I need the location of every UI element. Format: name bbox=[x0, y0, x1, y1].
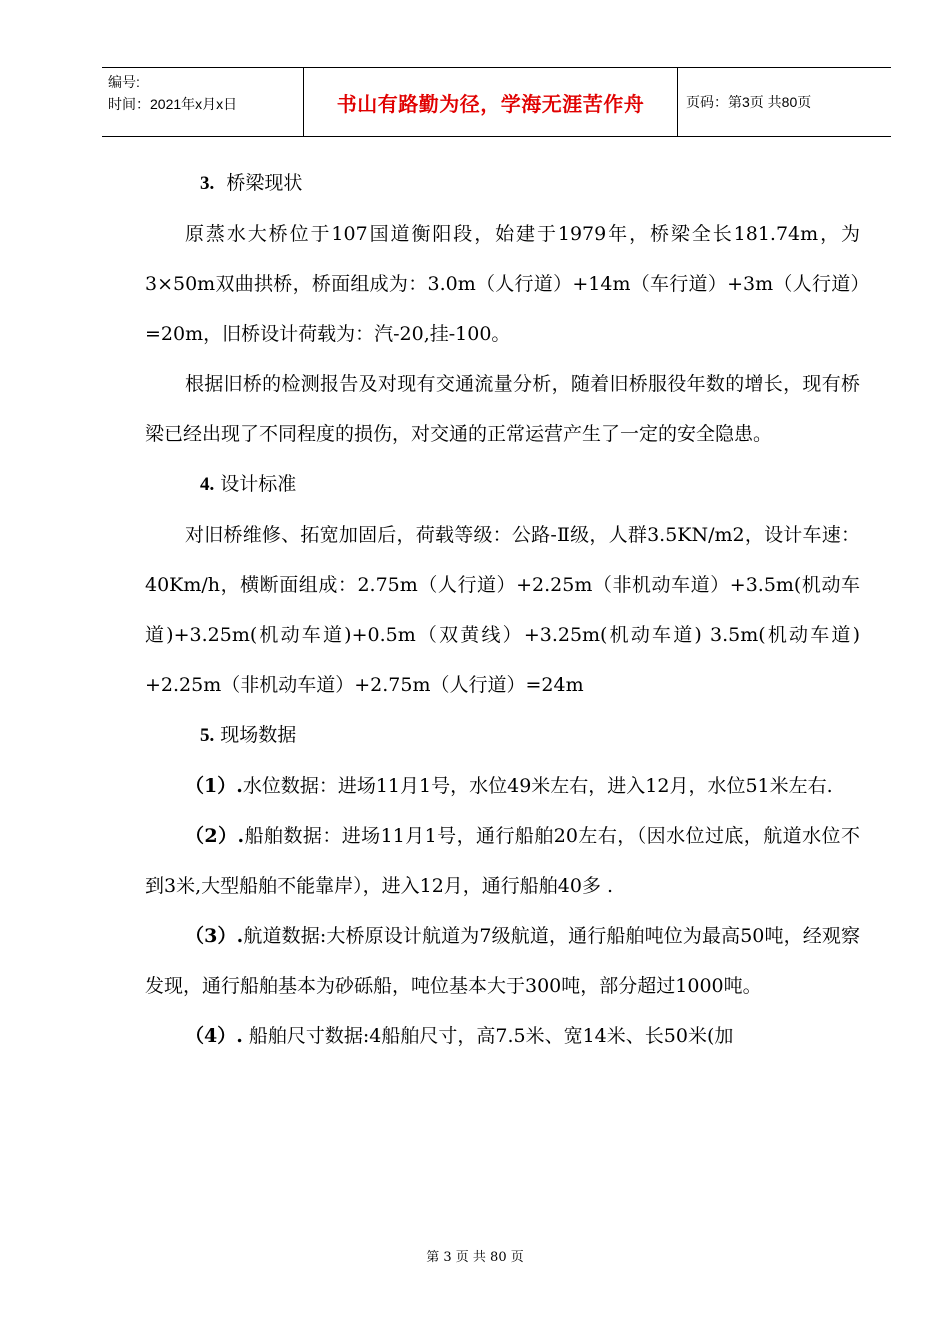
item-number: （1）. bbox=[185, 775, 243, 797]
heading-text: 设计标准 bbox=[220, 473, 297, 495]
item-text: 航道数据:大桥原设计航道为7级航道，通行船舶吨位为最高50吨，经观察发现，通行船舶基本为砂砾船，吨位基本大于300吨，部分超过1000吨。 bbox=[145, 925, 860, 997]
heading-number: 4. bbox=[200, 474, 215, 495]
page-footer: 第 3 页 共 80 页 bbox=[426, 1250, 524, 1265]
paragraph-bridge-description: 原蒸水大桥位于107国道衡阳段，始建于1979年，桥梁全长181.74m，为3×50m双曲拱桥，桥面组成为：3.0m（人行道）+14m（车行道）+3m（人行道）=20m，旧桥设计荷载为：汽-20,挂-100。 bbox=[145, 223, 860, 345]
item-number: （2）. bbox=[185, 825, 245, 847]
section-heading-design-standard bbox=[145, 459, 860, 510]
item-water-level bbox=[145, 761, 860, 811]
item-text: 水位数据：进场11月1号，水位49米左右，进入12月，水位51米左右. bbox=[242, 775, 833, 797]
item-channel-data bbox=[145, 911, 860, 1011]
section-heading-bridge-status bbox=[145, 158, 860, 209]
item-number: （3）. bbox=[185, 925, 244, 947]
heading-number: 3. bbox=[200, 173, 215, 194]
item-text: 船舶尺寸数据:4船舶尺寸，高7.5米、宽14米、长50米(加 bbox=[242, 1025, 734, 1047]
heading-text: 现场数据 bbox=[220, 724, 297, 746]
header-motto: 书山有路勤为径，学海无涯苦作舟 bbox=[304, 68, 678, 136]
paragraph-design-standard: 对旧桥维修、拓宽加固后，荷载等级：公路-Ⅱ级，人群3.5KN/m2，设计车速：40Km/h，横断面组成：2.75m（人行道）+2.25m（非机动车道）+3.5m(机动车道)+3.25m(机动车道)+0.5m（双黄线）+3.25m(机动车道) 3.5m(机动车道) +2.25m（非机动车道）+2.75m（人行道）=24m bbox=[145, 524, 860, 696]
document-body bbox=[145, 158, 860, 1061]
heading-text: 桥梁现状 bbox=[226, 172, 303, 194]
item-number: （4）. bbox=[185, 1025, 243, 1047]
heading-number: 5. bbox=[200, 725, 215, 746]
page-header bbox=[102, 67, 891, 137]
paragraph-inspection-report: 根据旧桥的检测报告及对现有交通流量分析，随着旧桥服役年数的增长，现有桥梁已经出现了不同程度的损伤，对交通的正常运营产生了一定的安全隐患。 bbox=[145, 373, 860, 445]
section-heading-site-data bbox=[145, 710, 860, 761]
header-page-info: 页码：第3页 共80页 bbox=[686, 94, 812, 110]
date-label: 时间：2021年x月x日 bbox=[108, 96, 238, 112]
item-vessel-size bbox=[145, 1011, 860, 1061]
number-label: 编号: bbox=[108, 74, 140, 90]
header-meta bbox=[102, 68, 304, 136]
item-text: 船舶数据：进场11月1号，通行船舶20左右，（因水位过底，航道水位不到3米,大型船舶不能靠岸），进入12月，通行船舶40多 . bbox=[145, 825, 860, 897]
item-vessel-data bbox=[145, 811, 860, 911]
